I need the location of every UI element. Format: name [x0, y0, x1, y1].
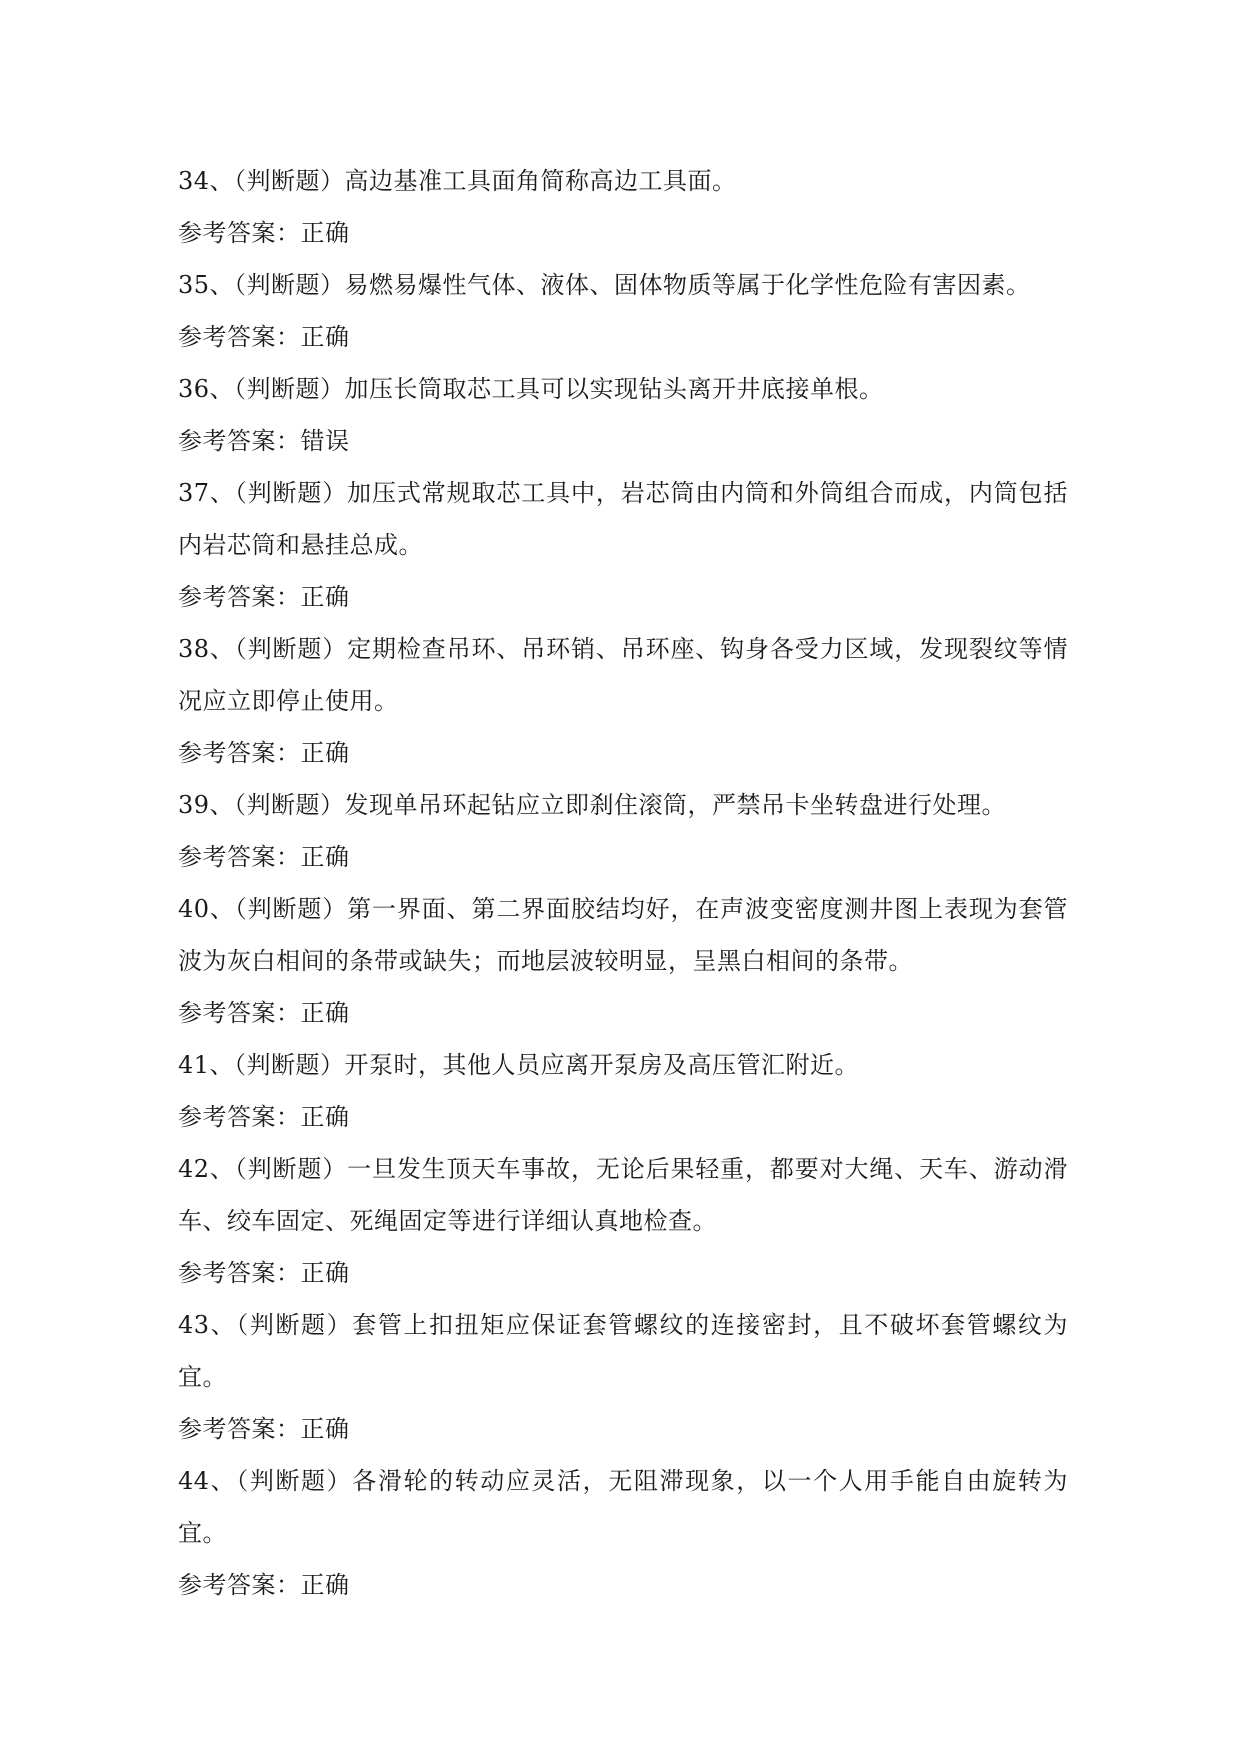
question-item-42 — [178, 1143, 1068, 1299]
question-text: 41、（判断题）开泵时，其他人员应离开泵房及高压管汇附近。 — [178, 1051, 860, 1079]
question-item-39 — [178, 779, 1068, 883]
question-item-41 — [178, 1039, 1068, 1143]
question-text: 39、（判断题）发现单吊环起钻应立即刹住滚筒，严禁吊卡坐转盘进行处理。 — [178, 791, 1007, 819]
answer-text: 参考答案：正确 — [178, 219, 350, 247]
question-item-43 — [178, 1299, 1068, 1455]
answer-text: 参考答案：错误 — [178, 427, 350, 455]
question-text: 38、（判断题）定期检查吊环、吊环销、吊环座、钩身各受力区域，发现裂纹等情况应立即停止使用。 — [178, 635, 1068, 715]
question-item-44 — [178, 1455, 1068, 1611]
answer-text: 参考答案：正确 — [178, 1103, 350, 1131]
question-item-37 — [178, 467, 1068, 623]
question-text: 36、（判断题）加压长筒取芯工具可以实现钻头离开井底接单根。 — [178, 375, 884, 403]
question-text: 43、（判断题）套管上扣扭矩应保证套管螺纹的连接密封，且不破坏套管螺纹为宜。 — [178, 1311, 1068, 1391]
question-text: 40、（判断题）第一界面、第二界面胶结均好，在声波变密度测井图上表现为套管波为灰白相间的条带或缺失；而地层波较明显，呈黑白相间的条带。 — [178, 895, 1068, 975]
answer-text: 参考答案：正确 — [178, 583, 350, 611]
question-text: 44、（判断题）各滑轮的转动应灵活，无阻滞现象，以一个人用手能自由旋转为宜。 — [178, 1467, 1068, 1547]
question-text: 42、（判断题）一旦发生顶天车事故，无论后果轻重，都要对大绳、天车、游动滑车、绞车固定、死绳固定等进行详细认真地检查。 — [178, 1155, 1068, 1235]
question-list — [178, 155, 1068, 1611]
question-item-35 — [178, 259, 1068, 363]
answer-text: 参考答案：正确 — [178, 843, 350, 871]
answer-text: 参考答案：正确 — [178, 1259, 350, 1287]
answer-text: 参考答案：正确 — [178, 1571, 350, 1599]
question-text: 37、（判断题）加压式常规取芯工具中，岩芯筒由内筒和外筒组合而成，内筒包括内岩芯筒和悬挂总成。 — [178, 479, 1068, 559]
question-text: 35、（判断题）易燃易爆性气体、液体、固体物质等属于化学性危险有害因素。 — [178, 271, 1031, 299]
answer-text: 参考答案：正确 — [178, 1415, 350, 1443]
answer-text: 参考答案：正确 — [178, 739, 350, 767]
question-item-40 — [178, 883, 1068, 1039]
answer-text: 参考答案：正确 — [178, 323, 350, 351]
question-text: 34、（判断题）高边基准工具面角简称高边工具面。 — [178, 167, 737, 195]
question-item-34 — [178, 155, 1068, 259]
question-item-36 — [178, 363, 1068, 467]
answer-text: 参考答案：正确 — [178, 999, 350, 1027]
question-item-38 — [178, 623, 1068, 779]
